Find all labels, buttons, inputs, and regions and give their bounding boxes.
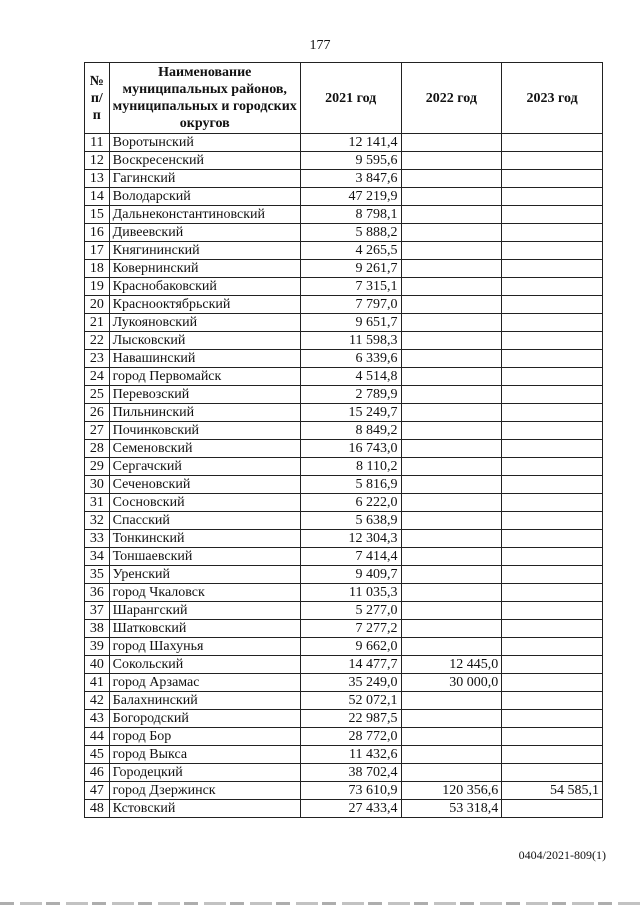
row-number-cell: 40	[85, 656, 110, 674]
value-2022-cell	[401, 530, 502, 548]
municipality-name-cell: Ковернинский	[109, 260, 300, 278]
value-2021-cell: 16 743,0	[300, 440, 401, 458]
value-2021-cell: 22 987,5	[300, 710, 401, 728]
value-2021-cell: 3 847,6	[300, 170, 401, 188]
value-2022-cell: 12 445,0	[401, 656, 502, 674]
table-row	[85, 206, 603, 224]
value-2023-cell: 54 585,1	[502, 782, 603, 800]
value-2022-cell	[401, 350, 502, 368]
row-number-cell: 47	[85, 782, 110, 800]
row-number-cell: 11	[85, 134, 110, 152]
value-2021-cell: 38 702,4	[300, 764, 401, 782]
value-2022-cell	[401, 386, 502, 404]
row-number-cell: 42	[85, 692, 110, 710]
value-2022-cell	[401, 746, 502, 764]
value-2021-cell: 9 651,7	[300, 314, 401, 332]
value-2023-cell	[502, 674, 603, 692]
municipality-name-cell: город Выкса	[109, 746, 300, 764]
municipality-name-cell: Семеновский	[109, 440, 300, 458]
value-2022-cell	[401, 620, 502, 638]
municipality-name-cell: город Шахунья	[109, 638, 300, 656]
row-number-cell: 46	[85, 764, 110, 782]
municipality-name-cell: Богородский	[109, 710, 300, 728]
municipality-name-cell: Починковский	[109, 422, 300, 440]
table-row	[85, 188, 603, 206]
table-row	[85, 242, 603, 260]
row-number-cell: 48	[85, 800, 110, 818]
municipality-name-cell: Перевозский	[109, 386, 300, 404]
value-2021-cell: 8 798,1	[300, 206, 401, 224]
value-2023-cell	[502, 134, 603, 152]
row-number-cell: 12	[85, 152, 110, 170]
value-2021-cell: 12 141,4	[300, 134, 401, 152]
row-number-cell: 38	[85, 620, 110, 638]
value-2022-cell	[401, 710, 502, 728]
value-2021-cell: 2 789,9	[300, 386, 401, 404]
row-number-cell: 16	[85, 224, 110, 242]
value-2021-cell: 5 888,2	[300, 224, 401, 242]
municipality-name-cell: Уренский	[109, 566, 300, 584]
row-number-cell: 28	[85, 440, 110, 458]
row-number-cell: 31	[85, 494, 110, 512]
value-2023-cell	[502, 404, 603, 422]
row-number-cell: 14	[85, 188, 110, 206]
municipality-name-cell: Навашинский	[109, 350, 300, 368]
value-2022-cell	[401, 584, 502, 602]
table-row	[85, 602, 603, 620]
row-number-cell: 33	[85, 530, 110, 548]
value-2021-cell: 9 595,6	[300, 152, 401, 170]
table-row	[85, 152, 603, 170]
value-2022-cell	[401, 260, 502, 278]
value-2021-cell: 73 610,9	[300, 782, 401, 800]
value-2021-cell: 52 072,1	[300, 692, 401, 710]
value-2023-cell	[502, 800, 603, 818]
value-2021-cell: 9 409,7	[300, 566, 401, 584]
value-2022-cell	[401, 566, 502, 584]
table-row	[85, 368, 603, 386]
value-2021-cell: 6 339,6	[300, 350, 401, 368]
value-2022-cell	[401, 692, 502, 710]
value-2021-cell: 9 261,7	[300, 260, 401, 278]
municipality-name-cell: Тонкинский	[109, 530, 300, 548]
municipality-name-cell: Краснобаковский	[109, 278, 300, 296]
value-2021-cell: 28 772,0	[300, 728, 401, 746]
header-municipality-name: Наименование муниципальных районов, муниципальных и городских округов	[109, 63, 300, 134]
municipality-name-cell: Лысковский	[109, 332, 300, 350]
table-row	[85, 296, 603, 314]
municipality-name-cell: Кстовский	[109, 800, 300, 818]
value-2022-cell	[401, 188, 502, 206]
value-2023-cell	[502, 314, 603, 332]
table-row	[85, 476, 603, 494]
table-row	[85, 422, 603, 440]
value-2023-cell	[502, 422, 603, 440]
table-row	[85, 728, 603, 746]
table-row	[85, 260, 603, 278]
table-row	[85, 134, 603, 152]
value-2023-cell	[502, 296, 603, 314]
row-number-cell: 24	[85, 368, 110, 386]
table-row	[85, 782, 603, 800]
value-2023-cell	[502, 386, 603, 404]
row-number-cell: 44	[85, 728, 110, 746]
table-row	[85, 638, 603, 656]
municipality-name-cell: Сосновский	[109, 494, 300, 512]
municipality-name-cell: Шарангский	[109, 602, 300, 620]
value-2022-cell	[401, 368, 502, 386]
value-2021-cell: 11 035,3	[300, 584, 401, 602]
value-2021-cell: 27 433,4	[300, 800, 401, 818]
value-2021-cell: 11 432,6	[300, 746, 401, 764]
table-body	[85, 134, 603, 818]
value-2022-cell	[401, 422, 502, 440]
row-number-cell: 30	[85, 476, 110, 494]
row-number-cell: 18	[85, 260, 110, 278]
row-number-cell: 13	[85, 170, 110, 188]
table-row	[85, 530, 603, 548]
municipality-name-cell: Пильнинский	[109, 404, 300, 422]
subsidy-table	[84, 62, 603, 818]
value-2023-cell	[502, 260, 603, 278]
municipality-name-cell: Дальнеконстантиновский	[109, 206, 300, 224]
value-2022-cell	[401, 764, 502, 782]
header-year-2021: 2021 год	[300, 63, 401, 134]
row-number-cell: 27	[85, 422, 110, 440]
row-number-cell: 20	[85, 296, 110, 314]
value-2023-cell	[502, 602, 603, 620]
value-2023-cell	[502, 476, 603, 494]
value-2023-cell	[502, 746, 603, 764]
value-2021-cell: 9 662,0	[300, 638, 401, 656]
municipality-name-cell: Краснооктябрьский	[109, 296, 300, 314]
value-2022-cell	[401, 458, 502, 476]
value-2023-cell	[502, 278, 603, 296]
value-2023-cell	[502, 584, 603, 602]
table-row	[85, 404, 603, 422]
value-2022-cell	[401, 170, 502, 188]
value-2023-cell	[502, 566, 603, 584]
municipality-name-cell: Городецкий	[109, 764, 300, 782]
municipality-name-cell: Сеченовский	[109, 476, 300, 494]
value-2022-cell	[401, 134, 502, 152]
value-2022-cell	[401, 602, 502, 620]
row-number-cell: 15	[85, 206, 110, 224]
table-row	[85, 656, 603, 674]
row-number-cell: 32	[85, 512, 110, 530]
value-2023-cell	[502, 188, 603, 206]
municipality-name-cell: Воскресенский	[109, 152, 300, 170]
row-number-cell: 17	[85, 242, 110, 260]
value-2023-cell	[502, 728, 603, 746]
municipality-name-cell: Тоншаевский	[109, 548, 300, 566]
table-row	[85, 584, 603, 602]
value-2021-cell: 4 514,8	[300, 368, 401, 386]
value-2022-cell: 53 318,4	[401, 800, 502, 818]
value-2023-cell	[502, 368, 603, 386]
value-2022-cell: 120 356,6	[401, 782, 502, 800]
value-2021-cell: 7 277,2	[300, 620, 401, 638]
value-2023-cell	[502, 206, 603, 224]
value-2023-cell	[502, 548, 603, 566]
value-2023-cell	[502, 152, 603, 170]
value-2022-cell	[401, 476, 502, 494]
value-2023-cell	[502, 692, 603, 710]
row-number-cell: 36	[85, 584, 110, 602]
row-number-cell: 37	[85, 602, 110, 620]
municipality-name-cell: Балахнинский	[109, 692, 300, 710]
value-2021-cell: 15 249,7	[300, 404, 401, 422]
row-number-cell: 29	[85, 458, 110, 476]
municipality-name-cell: Дивеевский	[109, 224, 300, 242]
value-2021-cell: 11 598,3	[300, 332, 401, 350]
table-row	[85, 692, 603, 710]
table-row	[85, 458, 603, 476]
table-row	[85, 548, 603, 566]
value-2022-cell	[401, 332, 502, 350]
value-2022-cell	[401, 728, 502, 746]
value-2023-cell	[502, 494, 603, 512]
value-2022-cell	[401, 314, 502, 332]
municipality-name-cell: город Чкаловск	[109, 584, 300, 602]
value-2022-cell	[401, 404, 502, 422]
row-number-cell: 26	[85, 404, 110, 422]
value-2022-cell	[401, 494, 502, 512]
header-year-2023: 2023 год	[502, 63, 603, 134]
value-2022-cell	[401, 440, 502, 458]
table-row	[85, 746, 603, 764]
municipality-name-cell: Спасский	[109, 512, 300, 530]
header-year-2022: 2022 год	[401, 63, 502, 134]
table-row	[85, 314, 603, 332]
value-2022-cell	[401, 278, 502, 296]
value-2023-cell	[502, 638, 603, 656]
value-2021-cell: 5 638,9	[300, 512, 401, 530]
value-2022-cell	[401, 152, 502, 170]
value-2022-cell	[401, 224, 502, 242]
table-row	[85, 566, 603, 584]
value-2022-cell: 30 000,0	[401, 674, 502, 692]
table-row	[85, 800, 603, 818]
municipality-name-cell: Лукояновский	[109, 314, 300, 332]
value-2022-cell	[401, 638, 502, 656]
table-row	[85, 620, 603, 638]
table-row	[85, 710, 603, 728]
row-number-cell: 25	[85, 386, 110, 404]
row-number-cell: 39	[85, 638, 110, 656]
value-2021-cell: 8 849,2	[300, 422, 401, 440]
municipality-name-cell: Володарский	[109, 188, 300, 206]
table-row	[85, 494, 603, 512]
row-number-cell: 34	[85, 548, 110, 566]
row-number-cell: 22	[85, 332, 110, 350]
value-2022-cell	[401, 242, 502, 260]
value-2023-cell	[502, 440, 603, 458]
municipality-name-cell: город Первомайск	[109, 368, 300, 386]
value-2021-cell: 8 110,2	[300, 458, 401, 476]
table-row	[85, 278, 603, 296]
municipality-name-cell: город Дзержинск	[109, 782, 300, 800]
value-2023-cell	[502, 710, 603, 728]
value-2023-cell	[502, 512, 603, 530]
row-number-cell: 45	[85, 746, 110, 764]
value-2023-cell	[502, 764, 603, 782]
value-2021-cell: 6 222,0	[300, 494, 401, 512]
municipality-name-cell: Сергачский	[109, 458, 300, 476]
municipality-name-cell: Сокольский	[109, 656, 300, 674]
value-2023-cell	[502, 458, 603, 476]
table-row	[85, 674, 603, 692]
municipality-name-cell: Княгининский	[109, 242, 300, 260]
value-2021-cell: 47 219,9	[300, 188, 401, 206]
value-2023-cell	[502, 656, 603, 674]
value-2021-cell: 12 304,3	[300, 530, 401, 548]
value-2021-cell: 5 816,9	[300, 476, 401, 494]
value-2023-cell	[502, 170, 603, 188]
value-2021-cell: 14 477,7	[300, 656, 401, 674]
table-row	[85, 764, 603, 782]
value-2023-cell	[502, 620, 603, 638]
municipality-name-cell: Гагинский	[109, 170, 300, 188]
value-2023-cell	[502, 332, 603, 350]
table-row	[85, 350, 603, 368]
table-row	[85, 440, 603, 458]
value-2021-cell: 35 249,0	[300, 674, 401, 692]
page-number: 177	[309, 38, 331, 53]
value-2021-cell: 7 414,4	[300, 548, 401, 566]
value-2023-cell	[502, 350, 603, 368]
row-number-cell: 19	[85, 278, 110, 296]
value-2021-cell: 7 315,1	[300, 278, 401, 296]
row-number-cell: 23	[85, 350, 110, 368]
table-row	[85, 512, 603, 530]
value-2021-cell: 4 265,5	[300, 242, 401, 260]
table-row	[85, 224, 603, 242]
row-number-cell: 21	[85, 314, 110, 332]
value-2023-cell	[502, 224, 603, 242]
value-2022-cell	[401, 548, 502, 566]
value-2022-cell	[401, 296, 502, 314]
municipality-name-cell: город Арзамас	[109, 674, 300, 692]
table-row	[85, 332, 603, 350]
value-2022-cell	[401, 206, 502, 224]
value-2023-cell	[502, 242, 603, 260]
document-code: 0404/2021-809(1)	[518, 848, 606, 862]
row-number-cell: 41	[85, 674, 110, 692]
table-row	[85, 386, 603, 404]
row-number-cell: 43	[85, 710, 110, 728]
value-2023-cell	[502, 530, 603, 548]
municipality-name-cell: город Бор	[109, 728, 300, 746]
table-row	[85, 170, 603, 188]
municipality-name-cell: Воротынский	[109, 134, 300, 152]
value-2021-cell: 7 797,0	[300, 296, 401, 314]
value-2022-cell	[401, 512, 502, 530]
municipality-name-cell: Шатковский	[109, 620, 300, 638]
header-number: № п/п	[85, 63, 110, 134]
row-number-cell: 35	[85, 566, 110, 584]
table-header-row	[85, 63, 603, 134]
value-2021-cell: 5 277,0	[300, 602, 401, 620]
